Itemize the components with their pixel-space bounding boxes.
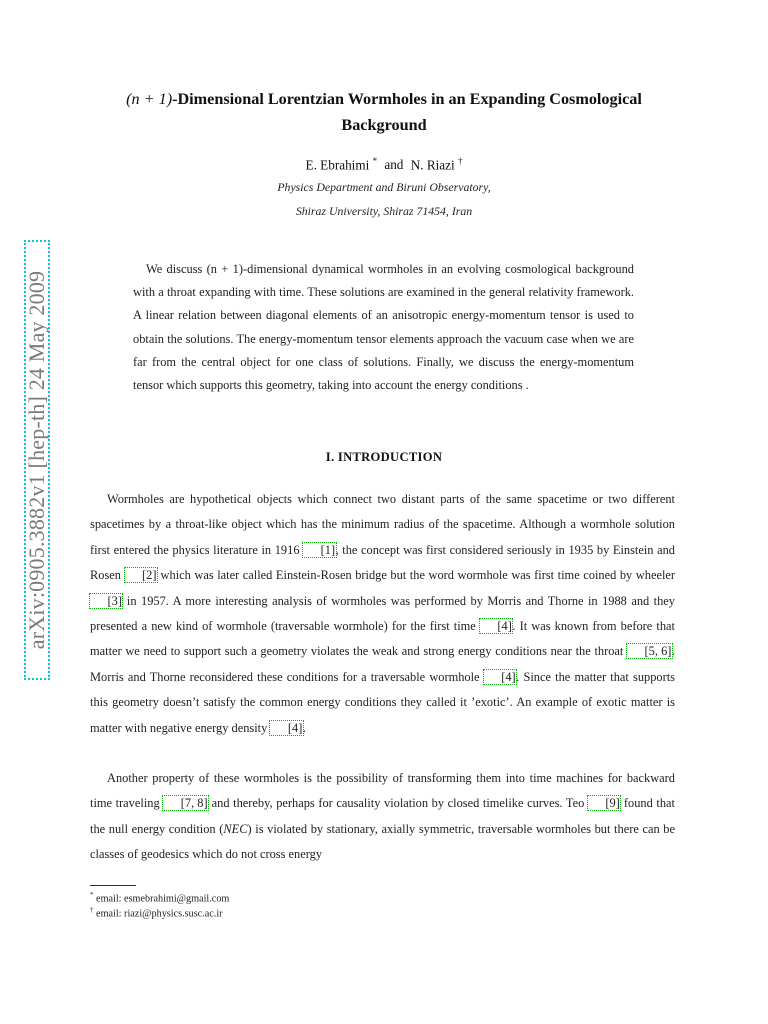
title-line2: Background <box>341 116 427 134</box>
author-1-footnote-mark[interactable]: * <box>372 156 378 166</box>
author-2-footnote-mark[interactable]: † <box>457 156 463 166</box>
paper-title <box>90 86 678 138</box>
arxiv-identifier: arXiv:0905.3882v1 [hep-th] 24 May 2009 <box>24 270 49 650</box>
para2-text-4: ) is violated by stationary, axially symmetric, traversable wormholes but there can be classes of geodesics which do not cross energy <box>90 821 675 862</box>
author-2: N. Riazi <box>410 157 455 173</box>
para1-text-1: Wormholes are hypothetical objects which connect two distant parts of the same spacetime or two different spacetimes by a throat-like object which has the minimum radius of the spacetime. Although a wormhole solution first entered the physics literature in 1916 <box>90 492 675 557</box>
para1-text-7: . Since the matter that supports this geometry doesn’t satisfy the common energy conditions they called it ’exotic’. An example of exotic matter is matter with negative energy density <box>90 669 675 735</box>
para1-text-8: . <box>302 720 306 735</box>
footnote-2-mark: † <box>90 906 94 914</box>
abstract: We discuss (n + 1)-dimensional dynamical wormholes in an evolving cosmological background with a throat expanding with time. These solutions are examined in the general relativity framework. A linear relation between diagonal elements of an anisotropic energy-momentum tensor is used to obtain the solutions. The energy-momentum tensor elements approach the vacuum case when we are far from the central object for one class of solutions. Finally, we discuss the energy-momentum tensor which supports this geometry, taking into account the energy conditions . <box>133 262 634 393</box>
author-and: and <box>384 157 404 173</box>
para1-text-2: , the concept was first considered seriously in 1935 by Einstein and Rosen <box>90 542 675 583</box>
affiliation-line-1: Physics Department and Biruni Observatory, <box>277 180 491 194</box>
footnote-1-mark: * <box>90 891 94 899</box>
footnote-2 <box>90 906 223 919</box>
footnote-2-email[interactable]: email: riazi@physics.susc.ac.ir <box>96 908 223 920</box>
citation-link[interactable]: [4] <box>484 670 516 684</box>
para2-text-3: found that the null energy condition ( <box>90 796 675 836</box>
citation-link[interactable]: [2] <box>125 568 157 582</box>
para1-text-3: which was later called Einstein-Rosen bridge but the word wormhole was first time coined by wheeler <box>157 568 676 583</box>
footnote-1 <box>90 891 229 904</box>
para2-text-1: Another property of these wormholes is the possibility of transforming them into time machines for backward time traveling <box>90 771 675 811</box>
footnote-rule <box>90 885 136 886</box>
citation-link[interactable]: [7, 8] <box>163 796 208 810</box>
citation-link[interactable]: [3] <box>90 594 122 608</box>
author-1: E. Ebrahimi <box>305 157 370 173</box>
para2-text-2: and thereby, perhaps for causality violation by closed timelike curves. Teo <box>208 796 588 811</box>
para1-text-4: in 1957. A more interesting analysis of wormholes was performed by Morris and Thorne in 1988 and they presented a new kind of wormhole (traversable wormhole) for the first time <box>90 593 675 634</box>
para1-text-5: . It was known from before that matter we need to support such a geometry violates the weak and strong energy conditions near the throat <box>90 619 675 659</box>
citation-link[interactable]: [9] <box>588 796 620 810</box>
citation-link[interactable]: [4] <box>480 619 512 633</box>
citation-link[interactable]: [5, 6] <box>627 644 672 658</box>
para1-text-6: . Morris and Thorne reconsidered these conditions for a traversable wormhole <box>90 644 675 684</box>
citation-link[interactable]: [1] <box>303 543 335 557</box>
citation-link[interactable]: [4] <box>270 721 302 735</box>
title-line1: -Dimensional Lorentzian Wormholes in an Expanding Cosmological <box>172 90 642 108</box>
footnote-1-email[interactable]: email: esmebrahimi@gmail.com <box>96 893 230 905</box>
paragraph-2 <box>90 766 675 868</box>
paragraph-1 <box>90 487 675 741</box>
section-heading: I. INTRODUCTION <box>325 450 443 464</box>
affiliation-line-2: Shiraz University, Shiraz 71454, Iran <box>295 204 473 218</box>
nec-term: NEC <box>223 821 248 836</box>
title-prefix: (n + 1) <box>126 90 173 108</box>
author-list <box>0 156 768 173</box>
